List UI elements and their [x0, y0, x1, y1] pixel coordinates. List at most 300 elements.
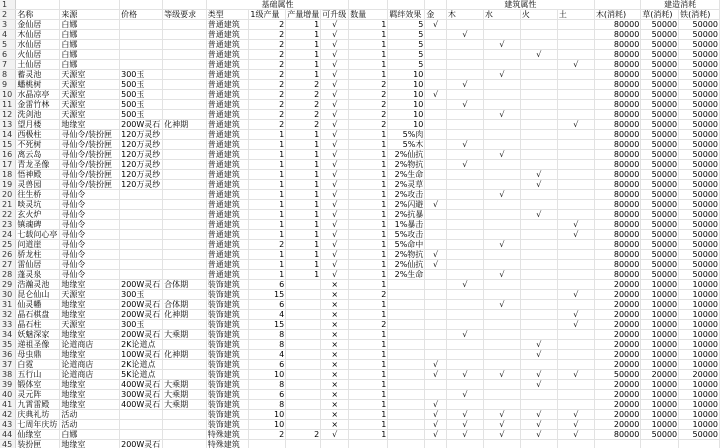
cell-earth: √	[557, 290, 594, 300]
cell-grass-cost: 50000	[641, 250, 679, 260]
cell-quantity: 2	[349, 110, 388, 120]
cell-upgradable: √	[321, 240, 349, 250]
cell-name: 青龙圣像	[16, 160, 60, 170]
cell-bond: 5%攻击	[388, 230, 425, 240]
cell-metal: √	[425, 200, 447, 210]
cell-quantity: 1	[349, 220, 388, 230]
cell-quantity: 1	[349, 140, 388, 150]
cell-earth	[557, 20, 594, 30]
cell-price	[120, 40, 163, 50]
cell-metal	[425, 230, 447, 240]
cell-output: 1	[249, 190, 286, 200]
cell-grass-cost: 50000	[641, 100, 679, 110]
cell-bond: 10	[388, 110, 425, 120]
cell-bond: 2%物抗	[388, 250, 425, 260]
cell-water: √	[483, 430, 520, 440]
cell-output: 1	[249, 230, 286, 240]
cell-level	[163, 110, 207, 120]
cell-wood	[446, 120, 483, 130]
cell-fire	[520, 260, 557, 270]
cell-wood	[446, 180, 483, 190]
cell-level	[163, 140, 207, 150]
cell-wood	[446, 440, 483, 448]
cell-fire	[520, 100, 557, 110]
cell-output: 4	[249, 310, 286, 320]
cell-water	[483, 340, 520, 350]
cell-output: 2	[249, 240, 286, 250]
cell-wood	[446, 170, 483, 180]
cell-quantity: 1	[349, 400, 388, 410]
row-number: 16	[0, 150, 16, 160]
cell-output: 8	[249, 400, 286, 410]
cell-bond	[388, 310, 425, 320]
cell-price: 5K论道点	[120, 370, 163, 380]
table-row	[0, 430, 720, 440]
table-row	[0, 170, 720, 180]
row-number: 17	[0, 160, 16, 170]
row-number: 41	[0, 400, 16, 410]
cell-name: 白霓	[16, 360, 60, 370]
cell-earth: √	[557, 120, 594, 130]
cell-earth	[557, 100, 594, 110]
cell-source: 论道商店	[60, 340, 120, 350]
cell-name: 不死树	[16, 140, 60, 150]
cell-type: 普通建筑	[206, 20, 249, 30]
cell-fire: √	[520, 350, 557, 360]
cell-increment	[286, 410, 321, 420]
cell-output: 1	[249, 170, 286, 180]
cell-metal	[425, 180, 447, 190]
cell-price	[120, 240, 163, 250]
cell-iron-cost: 50000	[679, 40, 720, 50]
cell-bond	[388, 350, 425, 360]
cell-iron-cost: 10000	[679, 410, 720, 420]
cell-metal	[425, 100, 447, 110]
table-row	[0, 260, 720, 270]
cell-wood	[446, 50, 483, 60]
cell-upgradable: √	[321, 50, 349, 60]
cell-source: 寻仙令/装扮匣	[60, 170, 120, 180]
header-fire: 火	[520, 10, 557, 20]
cell-earth: √	[557, 320, 594, 330]
cell-name: 玄火炉	[16, 210, 60, 220]
cell-wood-cost: 20000	[594, 410, 640, 420]
cell-output: 10	[249, 420, 286, 430]
cell-iron-cost: 50000	[679, 60, 720, 70]
cell-bond: 5	[388, 30, 425, 40]
cell-output: 2	[249, 100, 286, 110]
cell-output	[249, 440, 286, 448]
cell-bond: 2%抗暴	[388, 210, 425, 220]
cell-grass-cost: 10000	[641, 330, 679, 340]
row-number: 29	[0, 280, 16, 290]
cell-quantity: 1	[349, 300, 388, 310]
cell-increment: 1	[286, 260, 321, 270]
cell-grass-cost: 50000	[641, 110, 679, 120]
cell-source: 活动	[60, 410, 120, 420]
cell-upgradable: √	[321, 200, 349, 210]
cell-source: 寻仙令/装扮匣	[60, 130, 120, 140]
cell-bond: 2%生命	[388, 170, 425, 180]
cell-type: 普通建筑	[206, 60, 249, 70]
cell-level	[163, 230, 207, 240]
cell-wood-cost: 80000	[594, 130, 640, 140]
cell-wood-cost: 80000	[594, 80, 640, 90]
cell-source: 白娜	[60, 20, 120, 30]
cell-wood	[446, 270, 483, 280]
cell-wood-cost: 80000	[594, 270, 640, 280]
cell-increment	[286, 280, 321, 290]
cell-bond	[388, 420, 425, 430]
cell-increment: 1	[286, 160, 321, 170]
cell-grass-cost: 50000	[641, 270, 679, 280]
cell-bond: 5	[388, 20, 425, 30]
cell-source: 寻仙令/装扮匣	[60, 160, 120, 170]
cell-quantity: 1	[349, 360, 388, 370]
row-number: 23	[0, 220, 16, 230]
cell-output: 4	[249, 350, 286, 360]
cell-grass-cost: 50000	[641, 40, 679, 50]
row-number: 31	[0, 300, 16, 310]
cell-earth	[557, 170, 594, 180]
cell-wood-cost: 80000	[594, 250, 640, 260]
cell-water: √	[483, 270, 520, 280]
cell-price: 300W灵石	[120, 390, 163, 400]
cell-grass-cost: 10000	[641, 420, 679, 430]
cell-output: 6	[249, 390, 286, 400]
cell-water	[483, 130, 520, 140]
cell-type: 普通建筑	[206, 260, 249, 270]
row-number: 26	[0, 250, 16, 260]
cell-wood	[446, 150, 483, 160]
cell-quantity: 2	[349, 100, 388, 110]
row-number: 14	[0, 130, 16, 140]
cell-type: 装饰建筑	[206, 350, 249, 360]
cell-price	[120, 430, 163, 440]
cell-grass-cost: 10000	[641, 300, 679, 310]
cell-type: 普通建筑	[206, 160, 249, 170]
cell-iron-cost: 50000	[679, 240, 720, 250]
cell-fire: √	[520, 180, 557, 190]
cell-type: 普通建筑	[206, 100, 249, 110]
cell-metal: √	[425, 410, 447, 420]
cell-fire: √	[520, 420, 557, 430]
cell-level: 化神期	[163, 120, 207, 130]
cell-metal	[425, 330, 447, 340]
cell-metal: √	[425, 420, 447, 430]
cell-type: 装饰建筑	[206, 280, 249, 290]
cell-type: 普通建筑	[206, 200, 249, 210]
cell-earth	[557, 40, 594, 50]
cell-earth	[557, 400, 594, 410]
cell-bond	[388, 290, 425, 300]
cell-bond: 5%木	[388, 140, 425, 150]
cell-upgradable: ×	[321, 330, 349, 340]
cell-iron-cost: 50000	[679, 430, 720, 440]
cell-type: 装饰建筑	[206, 290, 249, 300]
cell-price	[120, 410, 163, 420]
table-row	[0, 140, 720, 150]
cell-earth	[557, 240, 594, 250]
cell-upgradable: √	[321, 70, 349, 80]
cell-wood	[446, 60, 483, 70]
header-quantity: 数量	[349, 10, 388, 20]
cell-grass-cost: 10000	[641, 410, 679, 420]
cell-price: 500玉	[120, 100, 163, 110]
cell-quantity: 1	[349, 60, 388, 70]
cell-grass-cost: 50000	[641, 50, 679, 60]
cell-iron-cost: 50000	[679, 100, 720, 110]
cell-type: 装饰建筑	[206, 320, 249, 330]
table-row	[0, 290, 720, 300]
cell-wood: √	[446, 140, 483, 150]
group-cost: 建造消耗	[641, 0, 720, 10]
cell-increment	[286, 390, 321, 400]
cell-name: 西极柱	[16, 130, 60, 140]
cell-upgradable: ×	[321, 400, 349, 410]
cell-name: 装扮匣	[16, 440, 60, 448]
cell-water	[483, 50, 520, 60]
cell-source: 白娜	[60, 50, 120, 60]
cell-bond: 10	[388, 90, 425, 100]
cell-fire	[520, 90, 557, 100]
cell-level	[163, 70, 207, 80]
cell-type: 普通建筑	[206, 110, 249, 120]
table-row	[0, 70, 720, 80]
cell-output: 6	[249, 300, 286, 310]
cell-increment: 1	[286, 190, 321, 200]
cell-increment	[286, 350, 321, 360]
header-metal: 金	[425, 10, 447, 20]
cell-quantity: 2	[349, 80, 388, 90]
cell-metal: √	[425, 250, 447, 260]
cell-upgradable: √	[321, 100, 349, 110]
cell-metal	[425, 280, 447, 290]
cell-source: 地缘室	[60, 440, 120, 448]
cell-upgradable: √	[321, 110, 349, 120]
cell-upgradable: √	[321, 80, 349, 90]
cell-fire	[520, 30, 557, 40]
header-level: 等级要求	[163, 10, 207, 20]
cell-bond	[388, 280, 425, 290]
cell-output: 1	[249, 260, 286, 270]
row-number: 8	[0, 70, 16, 80]
cell-bond: 5	[388, 50, 425, 60]
cell-upgradable: ×	[321, 380, 349, 390]
cell-increment: 1	[286, 70, 321, 80]
cell-iron-cost: 50000	[679, 50, 720, 60]
header-source: 来源	[60, 10, 120, 20]
row-number: 35	[0, 340, 16, 350]
cell-upgradable: ×	[321, 390, 349, 400]
header-increment: 产量增量	[287, 10, 320, 19]
cell-type: 普通建筑	[206, 270, 249, 280]
cell-wood-cost: 80000	[594, 190, 640, 200]
cell-earth	[557, 260, 594, 270]
cell-type: 普通建筑	[206, 130, 249, 140]
cell-bond: 2%攻击	[388, 190, 425, 200]
cell-grass-cost: 50000	[641, 180, 679, 190]
cell-increment: 1	[286, 30, 321, 40]
cell-name: 望月楼	[16, 120, 60, 130]
cell-water	[483, 100, 520, 110]
cell-metal: √	[425, 370, 447, 380]
table-row	[0, 410, 720, 420]
cell-grass-cost: 10000	[641, 310, 679, 320]
cell-water	[483, 20, 520, 30]
cell-iron-cost: 50000	[679, 260, 720, 270]
cell-earth	[557, 30, 594, 40]
cell-level	[163, 250, 207, 260]
group-basic: 基础属性	[206, 0, 348, 10]
row-number: 28	[0, 270, 16, 280]
cell-name: 离云岛	[16, 150, 60, 160]
cell-upgradable: √	[321, 260, 349, 270]
cell-bond: 10	[388, 120, 425, 130]
cell-metal	[425, 320, 447, 330]
cell-wood	[446, 70, 483, 80]
cell-bond: 5%肉	[388, 130, 425, 140]
cell-source: 寻仙令	[60, 230, 120, 240]
cell-fire	[520, 140, 557, 150]
cell-output: 2	[249, 90, 286, 100]
cell-iron-cost: 50000	[679, 250, 720, 260]
cell-wood-cost: 80000	[594, 20, 640, 30]
cell-price	[120, 200, 163, 210]
cell-increment: 2	[286, 110, 321, 120]
cell-water	[483, 380, 520, 390]
table-row	[0, 300, 720, 310]
cell-iron-cost: 10000	[679, 280, 720, 290]
cell-wood-cost: 80000	[594, 70, 640, 80]
table-row	[0, 230, 720, 240]
cell-bond: 5	[388, 40, 425, 50]
cell-metal: √	[425, 400, 447, 410]
cell-fire: √	[520, 410, 557, 420]
cell-quantity: 1	[349, 330, 388, 340]
cell-output: 2	[249, 30, 286, 40]
cell-bond	[388, 400, 425, 410]
cell-increment: 2	[286, 120, 321, 130]
cell-fire	[520, 160, 557, 170]
cell-fire	[520, 390, 557, 400]
cell-quantity: 1	[349, 70, 388, 80]
cell-bond	[388, 380, 425, 390]
cell-earth	[557, 190, 594, 200]
cell-type: 装饰建筑	[206, 310, 249, 320]
cell-upgradable: √	[321, 250, 349, 260]
cell-water	[483, 230, 520, 240]
table-row	[0, 240, 720, 250]
row-number: 4	[0, 30, 16, 40]
cell-upgradable: √	[321, 270, 349, 280]
cell-level	[163, 160, 207, 170]
header-wood-cost: 木(消耗)	[594, 10, 640, 20]
cell-wood: √	[446, 80, 483, 90]
table-row	[0, 370, 720, 380]
cell-wood-cost: 80000	[594, 260, 640, 270]
cell-output: 1	[249, 160, 286, 170]
cell-output: 8	[249, 330, 286, 340]
cell-type: 普通建筑	[206, 220, 249, 230]
cell-grass-cost: 50000	[641, 220, 679, 230]
cell-fire	[520, 240, 557, 250]
cell-upgradable: √	[321, 120, 349, 130]
table-row	[0, 20, 720, 30]
cell-earth	[557, 340, 594, 350]
cell-upgradable: √	[321, 170, 349, 180]
cell-source: 活动	[60, 420, 120, 430]
cell-level	[163, 200, 207, 210]
cell-type: 普通建筑	[206, 250, 249, 260]
cell-increment: 1	[286, 250, 321, 260]
cell-wood	[446, 210, 483, 220]
cell-iron-cost: 50000	[679, 110, 720, 120]
cell-fire	[520, 20, 557, 30]
cell-water: √	[483, 410, 520, 420]
cell-output: 1	[249, 210, 286, 220]
cell-fire	[520, 330, 557, 340]
table-row	[0, 160, 720, 170]
header-name: 名称	[16, 10, 60, 20]
cell-grass-cost: 50000	[641, 240, 679, 250]
cell-earth	[557, 250, 594, 260]
cell-price	[120, 30, 163, 40]
row-number: 32	[0, 310, 16, 320]
cell-level	[163, 360, 207, 370]
cell-wood-cost: 80000	[594, 180, 640, 190]
cell-fire	[520, 280, 557, 290]
cell-iron-cost: 10000	[679, 390, 720, 400]
cell-quantity: 1	[349, 20, 388, 30]
table-row	[0, 310, 720, 320]
cell-name: 水晶凉亭	[16, 90, 60, 100]
cell-name: 妖魅深家	[16, 330, 60, 340]
cell-upgradable: ×	[321, 300, 349, 310]
cell-increment: 1	[286, 40, 321, 50]
cell-type: 普通建筑	[206, 240, 249, 250]
cell-increment	[286, 310, 321, 320]
cell-quantity: 1	[349, 30, 388, 40]
cell-output: 8	[249, 380, 286, 390]
cell-fire	[520, 190, 557, 200]
cell-grass-cost: 10000	[641, 290, 679, 300]
row-number: 43	[0, 420, 16, 430]
cell-iron-cost: 10000	[679, 330, 720, 340]
cell-quantity: 1	[349, 50, 388, 60]
group-header-row: 1 基础属性 建筑属性 建造消耗	[0, 0, 720, 10]
cell-output: 1	[249, 180, 286, 190]
cell-price: 120万灵纱	[120, 160, 163, 170]
cell-water	[483, 330, 520, 340]
cell-upgradable: ×	[321, 310, 349, 320]
cell-source: 寻仙令	[60, 250, 120, 260]
cell-wood	[446, 130, 483, 140]
cell-wood	[446, 240, 483, 250]
cell-quantity: 1	[349, 370, 388, 380]
cell-output: 2	[249, 40, 286, 50]
table-row	[0, 100, 720, 110]
cell-level: 化神期	[163, 310, 207, 320]
cell-name: 五行山	[16, 370, 60, 380]
cell-source: 寻仙令	[60, 270, 120, 280]
cell-source: 天源室	[60, 90, 120, 100]
cell-iron-cost: 50000	[679, 190, 720, 200]
cell-earth: √	[557, 230, 594, 240]
table-row	[0, 190, 720, 200]
cell-increment	[286, 400, 321, 410]
cell-quantity: 1	[349, 310, 388, 320]
